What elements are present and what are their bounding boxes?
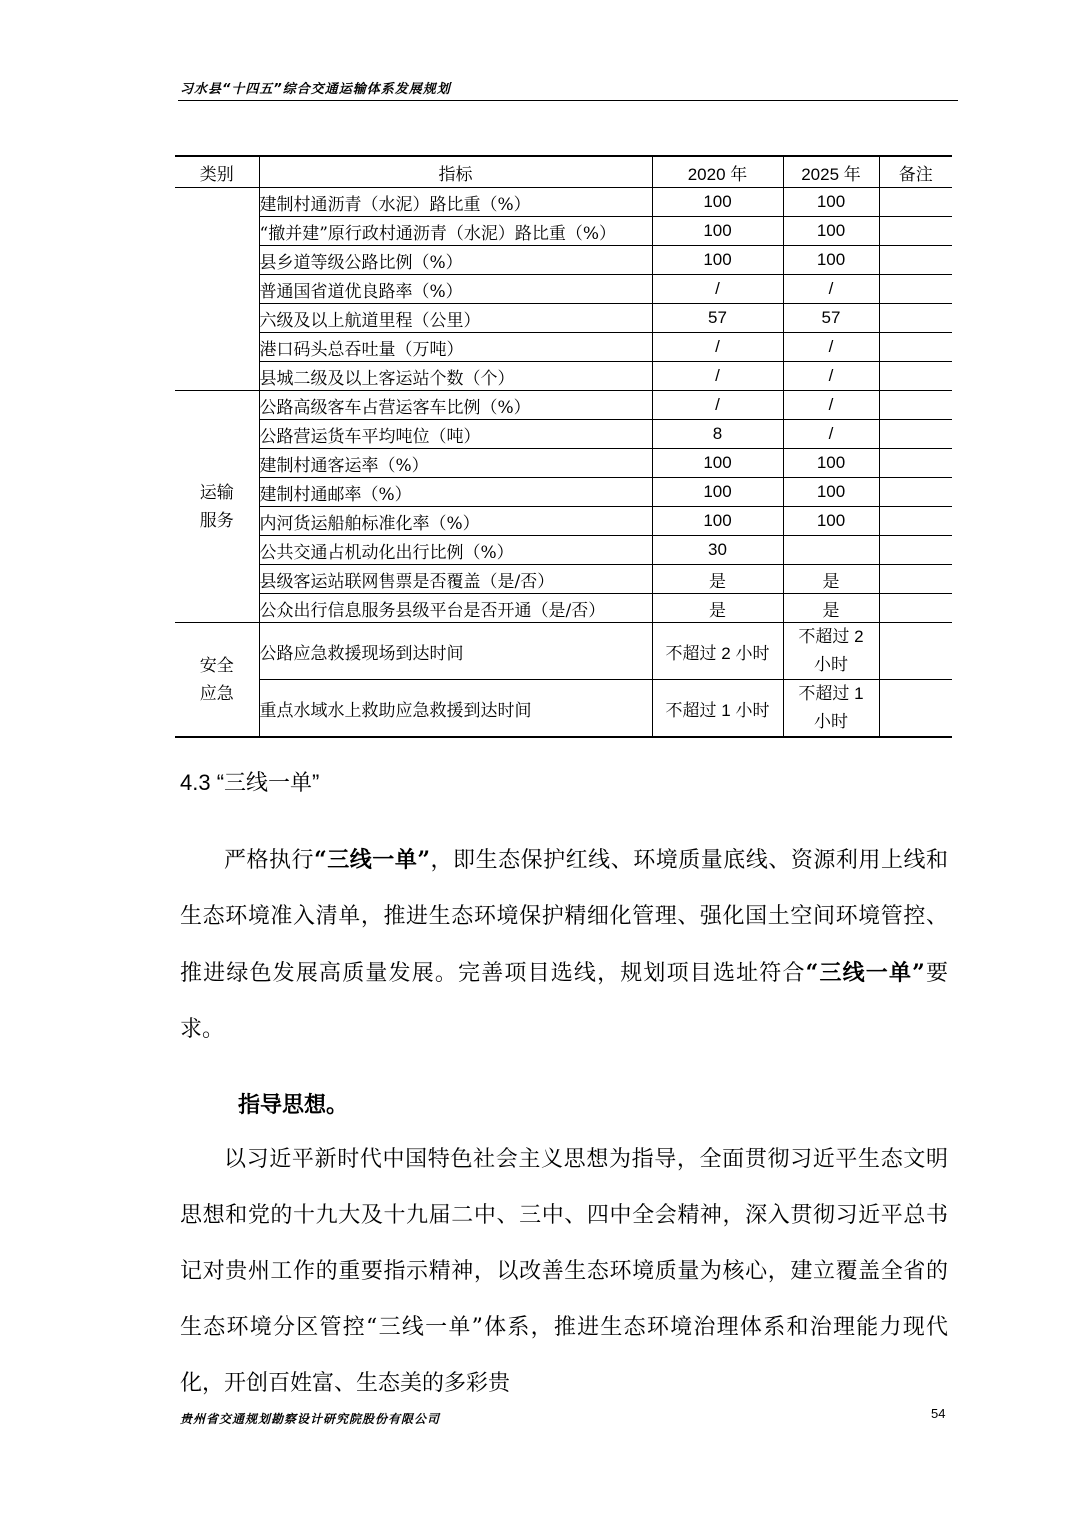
paragraph-text: 严格执行 [224,848,315,873]
paragraph-text: 要求。 [180,961,948,1042]
value-2020-cell: 100 [652,188,783,217]
note-cell [879,420,952,449]
note-cell [879,623,952,680]
note-cell [879,594,952,623]
table-row [175,565,952,594]
note-cell [879,449,952,478]
value-2025-text: 不超过 1 小时 [798,684,864,731]
value-2025-cell: 100 [783,246,879,275]
category-label: 安全应急 [199,655,234,704]
category-cell [175,188,259,391]
value-2020-cell: 不超过 1 小时 [652,680,783,738]
value-2020-cell: 8 [652,420,783,449]
header-divider [178,100,958,101]
table-row [175,507,952,536]
value-2020-cell: 不超过 2 小时 [652,623,783,680]
value-2020-cell: / [652,333,783,362]
running-header-title: 习水县“十四五”综合交通运输体系发展规划 [180,82,451,97]
table-row [175,391,952,420]
value-2020-cell: / [652,362,783,391]
indicator-cell: 建制村通邮率（%） [259,478,652,507]
page-number: 54 [931,1406,946,1421]
column-header-2025: 2025 年 [783,156,879,188]
indicator-cell: 公路高级客车占营运客车比例（%） [259,391,652,420]
table-row [175,188,952,217]
note-cell [879,478,952,507]
column-header-indicator: 指标 [259,156,652,188]
value-2020-cell: 100 [652,449,783,478]
note-cell [879,333,952,362]
subheading: 指导思想。 [238,1092,349,1118]
indicator-cell: 县城二级及以上客运站个数（个） [259,362,652,391]
note-cell [879,391,952,420]
value-2020-cell: 100 [652,478,783,507]
note-cell [879,680,952,738]
indicator-cell: 建制村通沥青（水泥）路比重（%） [259,188,652,217]
category-cell [175,391,259,623]
value-2020-cell: 100 [652,507,783,536]
table-row [175,420,952,449]
value-2020-cell: / [652,391,783,420]
value-2020-cell: 是 [652,565,783,594]
table-row [175,594,952,623]
column-header-note: 备注 [879,156,952,188]
category-cell [175,623,259,738]
value-2020-cell: / [652,275,783,304]
indicator-cell: 公路营运货车平均吨位（吨） [259,420,652,449]
note-cell [879,246,952,275]
indicator-cell: 内河货运船舶标准化率（%） [259,507,652,536]
indicator-cell: “撤并建”原行政村通沥青（水泥）路比重（%） [259,217,652,246]
indicator-cell: 港口码头总吞吐量（万吨） [259,333,652,362]
note-cell [879,536,952,565]
table-row [175,246,952,275]
table-row [175,275,952,304]
note-cell [879,217,952,246]
table-row [175,478,952,507]
table-row [175,217,952,246]
table-row [175,362,952,391]
value-2025-cell: 100 [783,449,879,478]
note-cell [879,565,952,594]
column-header-category: 类别 [175,156,259,188]
value-2020-cell: 57 [652,304,783,333]
table-header-row [175,156,952,188]
note-cell [879,275,952,304]
indicator-cell: 建制村通客运率（%） [259,449,652,478]
value-2025-cell: / [783,333,879,362]
column-header-2020: 2020 年 [652,156,783,188]
indicator-cell: 普通国省道优良路率（%） [259,275,652,304]
value-2020-cell: 是 [652,594,783,623]
value-2025-cell: / [783,362,879,391]
indicator-table [175,155,952,738]
indicator-cell: 县级客运站联网售票是否覆盖（是/否） [259,565,652,594]
value-2025-text: 不超过 2 小时 [798,627,864,674]
indicator-cell: 六级及以上航道里程（公里） [259,304,652,333]
value-2025-cell: 100 [783,478,879,507]
value-2025-cell: 57 [783,304,879,333]
value-2025-cell: 100 [783,507,879,536]
body-paragraph [180,832,948,1058]
section-heading: 4.3 “三线一单” [180,770,320,795]
note-cell [879,304,952,333]
value-2025-cell: 100 [783,217,879,246]
table-row [175,536,952,565]
value-2025-cell: 是 [783,594,879,623]
indicator-cell: 重点水域水上救助应急救援到达时间 [259,680,652,738]
note-cell [879,188,952,217]
table-row [175,333,952,362]
value-2025-cell: / [783,420,879,449]
table-row [175,449,952,478]
value-2020-cell: 100 [652,246,783,275]
category-label: 运输服务 [199,482,234,531]
indicator-cell: 县乡道等级公路比例（%） [259,246,652,275]
value-2025-cell [783,680,879,738]
paragraph-text: ，即生态保护红线、环境质量底线、资源利用上线和生态环境准入清单，推进生态环境保护精细化管理、强化国土空间环境管控、推进绿色发展高质量发展。完善项目选线，规划项目选址符合 [180,848,948,986]
indicator-cell: 公众出行信息服务县级平台是否开通（是/否） [259,594,652,623]
table-row [175,623,952,680]
table-row [175,304,952,333]
footer-organization: 贵州省交通规划勘察设计研究院股份有限公司 [180,1412,441,1426]
indicator-cell: 公共交通占机动化出行比例（%） [259,536,652,565]
value-2020-cell: 30 [652,536,783,565]
value-2025-cell: 100 [783,188,879,217]
value-2025-cell: / [783,391,879,420]
note-cell [879,507,952,536]
value-2025-cell [783,536,879,565]
emphasis-text: “三线一单” [805,960,925,986]
body-paragraph: 以习近平新时代中国特色社会主义思想为指导，全面贯彻习近平生态文明思想和党的十九大及十九届二中、三中、四中全会精神，深入贯彻习近平总书记对贵州工作的重要指示精神，以改善生态环境质量为核心，建立覆盖全省的生态环境分区管控“三线一单”体系，推进生态环境治理体系和治理能力现代化，开创百姓富、生态美的多彩贵 [180,1147,948,1396]
emphasis-text: “三线一单” [314,847,431,873]
value-2025-cell: / [783,275,879,304]
note-cell [879,362,952,391]
value-2020-cell: 100 [652,217,783,246]
value-2025-cell [783,623,879,680]
table-row [175,680,952,738]
value-2025-cell: 是 [783,565,879,594]
indicator-cell: 公路应急救援现场到达时间 [259,623,652,680]
